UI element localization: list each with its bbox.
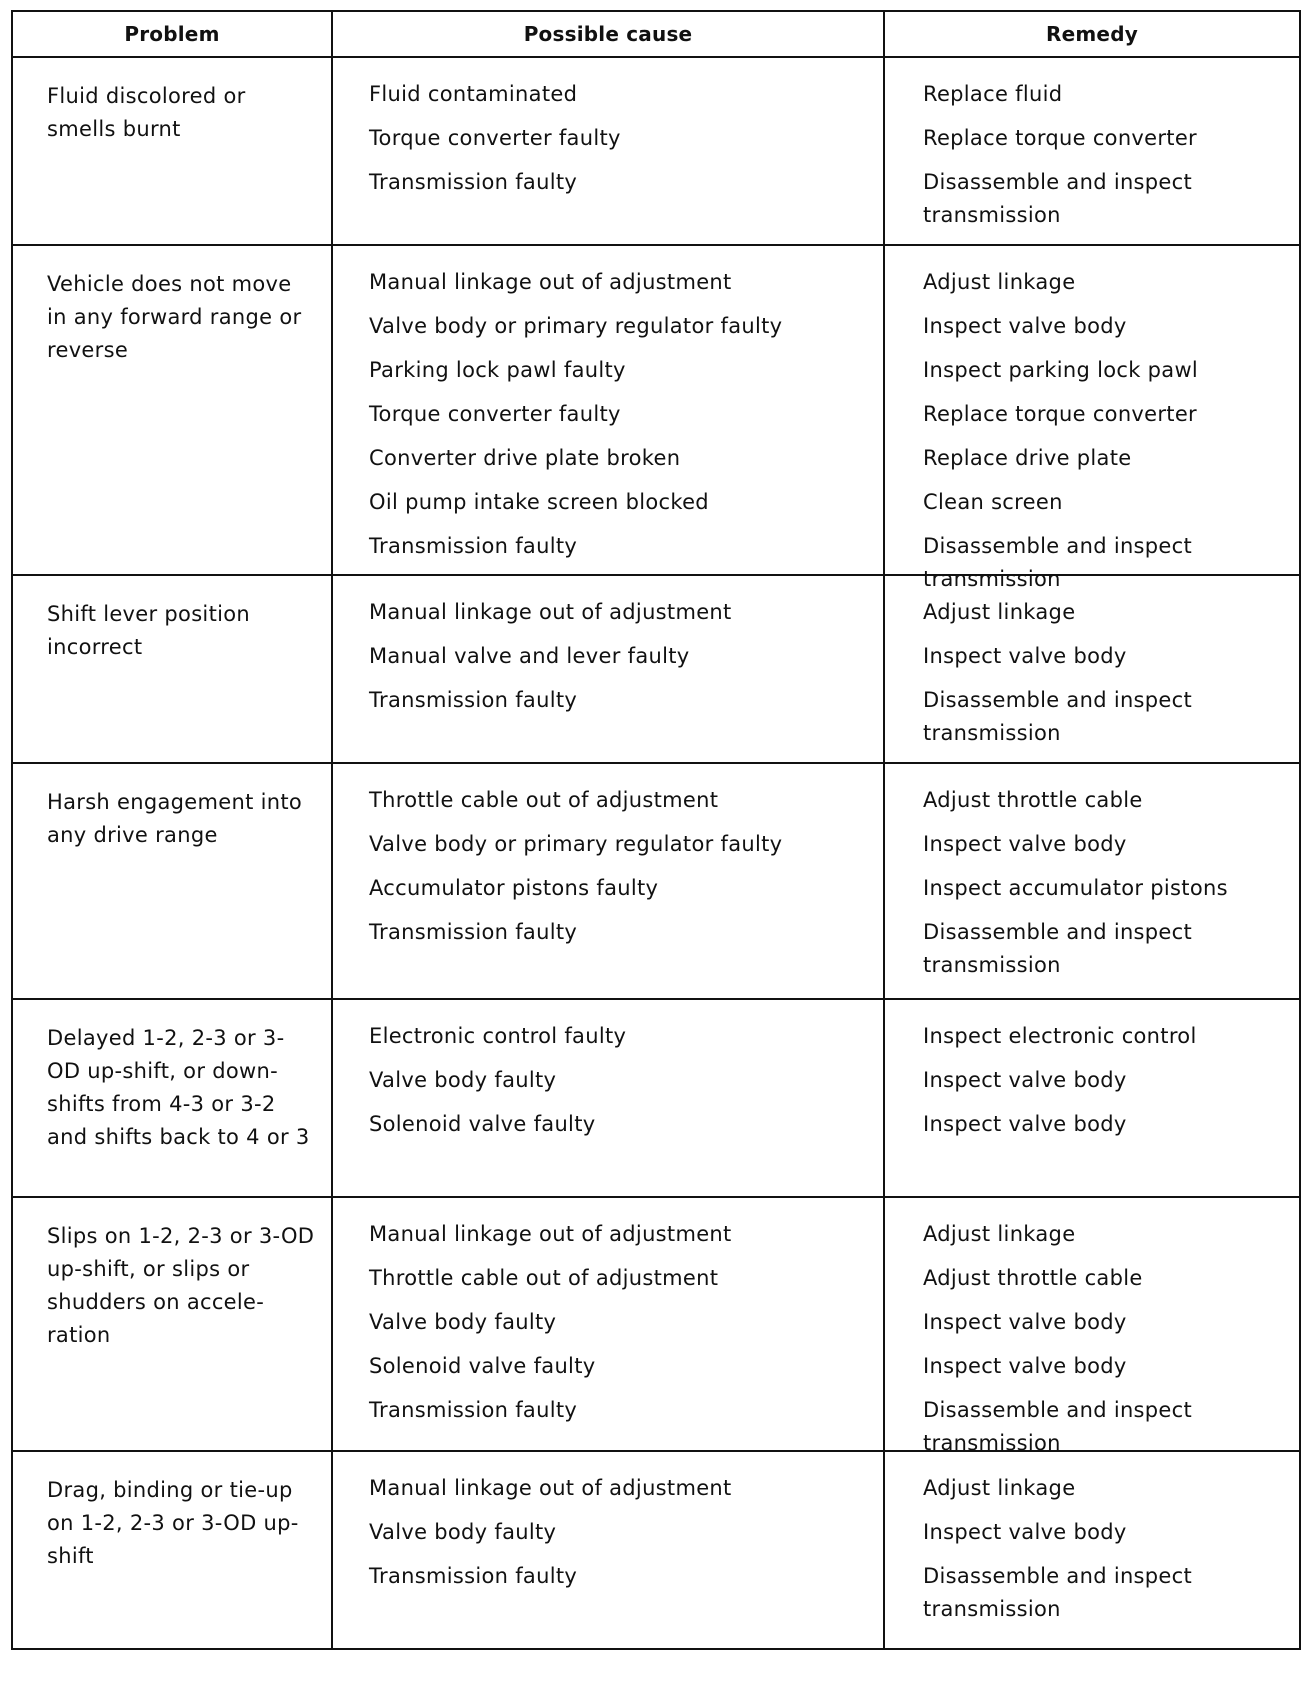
cause-item: Transmission faulty (369, 920, 578, 944)
table-header (13, 12, 1299, 58)
problem-text: Shift lever position incorrect (47, 602, 250, 659)
remedy-item: Adjust linkage (923, 1476, 1076, 1500)
cause-item: Parking lock pawl faulty (369, 358, 626, 382)
remedy-cell (883, 58, 1299, 244)
cause-item: Solenoid valve faulty (369, 1354, 596, 1378)
remedy-item: Replace torque converter (923, 126, 1197, 150)
problem-cell (13, 1452, 331, 1648)
cause-list (369, 266, 873, 574)
cause-cell (331, 576, 883, 762)
cause-item: Valve body or primary regulator faulty (369, 832, 783, 856)
cause-item: Manual linkage out of adjustment (369, 1476, 732, 1500)
table-row (13, 246, 1299, 591)
cause-item: Transmission faulty (369, 1564, 578, 1588)
cause-item: Transmission faulty (369, 688, 578, 712)
remedy-item: Disassemble and inspect transmission (923, 920, 1193, 977)
cause-item: Valve body faulty (369, 1068, 557, 1092)
cause-list (369, 1020, 873, 1152)
cause-item: Throttle cable out of adjustment (369, 788, 719, 812)
problem-cell (13, 764, 331, 998)
problem-text: Slips on 1-2, 2-3 or 3-OD up-shift, or slips or shudders on accele-ration (47, 1224, 315, 1347)
remedy-item: Replace fluid (923, 82, 1063, 106)
remedy-item: Adjust linkage (923, 270, 1076, 294)
remedy-item: Inspect valve body (923, 1310, 1127, 1334)
cause-item: Torque converter faulty (369, 126, 621, 150)
remedy-item: Inspect parking lock pawl (923, 358, 1199, 382)
remedy-list (923, 1472, 1291, 1637)
troubleshooting-table (11, 10, 1301, 1650)
cause-item: Manual linkage out of adjustment (369, 1222, 732, 1246)
header-remedy: Remedy (883, 12, 1299, 56)
cause-cell (331, 1452, 883, 1648)
problem-text: Fluid discolored or smells burnt (47, 84, 246, 141)
remedy-cell (883, 1198, 1299, 1455)
remedy-cell (883, 1000, 1299, 1196)
remedy-cell (883, 576, 1299, 762)
problem-cell (13, 576, 331, 762)
cause-item: Transmission faulty (369, 170, 578, 194)
cause-cell (331, 1000, 883, 1196)
cause-item: Manual linkage out of adjustment (369, 600, 732, 624)
remedy-item: Inspect valve body (923, 1354, 1127, 1378)
remedy-item: Adjust throttle cable (923, 788, 1143, 812)
problem-text: Vehicle does not move in any forward range or reverse (47, 272, 302, 362)
problem-cell (13, 58, 331, 244)
cause-item: Manual linkage out of adjustment (369, 270, 732, 294)
cause-item: Transmission faulty (369, 534, 578, 558)
problem-cell (13, 1000, 331, 1196)
cause-list (369, 784, 873, 960)
remedy-item: Adjust linkage (923, 1222, 1076, 1246)
cause-item: Valve body faulty (369, 1520, 557, 1544)
cause-cell (331, 58, 883, 244)
remedy-item: Replace drive plate (923, 446, 1132, 470)
remedy-item: Inspect valve body (923, 1520, 1127, 1544)
table-row (13, 1000, 1299, 1198)
remedy-cell (883, 246, 1299, 591)
remedy-item: Disassemble and inspect transmission (923, 534, 1193, 591)
remedy-item: Inspect accumulator pistons (923, 876, 1228, 900)
table-row (13, 1198, 1299, 1455)
remedy-list (923, 266, 1291, 607)
table-row (13, 764, 1299, 1000)
cause-list (369, 78, 873, 210)
cause-item: Converter drive plate broken (369, 446, 681, 470)
problem-text: Drag, binding or tie-up on 1-2, 2-3 or 3-OD up-shift (47, 1478, 299, 1568)
cause-list (369, 1218, 873, 1438)
remedy-cell (883, 1452, 1299, 1648)
remedy-item: Inspect valve body (923, 314, 1127, 338)
cause-list (369, 1472, 873, 1604)
header-possible-cause: Possible cause (331, 12, 883, 56)
remedy-list (923, 78, 1291, 243)
remedy-list (923, 1218, 1291, 1471)
cause-item: Oil pump intake screen blocked (369, 490, 709, 514)
table-row (13, 1452, 1299, 1648)
cause-cell (331, 246, 883, 574)
remedy-item: Inspect valve body (923, 1068, 1127, 1092)
header-problem: Problem (124, 22, 220, 46)
remedy-item: Disassemble and inspect transmission (923, 1398, 1193, 1455)
remedy-list (923, 596, 1291, 761)
remedy-item: Disassemble and inspect transmission (923, 688, 1193, 745)
table-row (13, 576, 1299, 764)
remedy-list (923, 1020, 1291, 1152)
cause-cell (331, 1198, 883, 1450)
remedy-item: Inspect valve body (923, 1112, 1127, 1136)
remedy-item: Inspect valve body (923, 832, 1127, 856)
remedy-cell (883, 764, 1299, 998)
problem-text: Harsh engagement into any drive range (47, 790, 303, 847)
remedy-item: Inspect valve body (923, 644, 1127, 668)
cause-item: Solenoid valve faulty (369, 1112, 596, 1136)
remedy-list (923, 784, 1291, 993)
cause-item: Manual valve and lever faulty (369, 644, 690, 668)
cause-list (369, 596, 873, 728)
remedy-item: Disassemble and inspect transmission (923, 1564, 1193, 1621)
remedy-item: Clean screen (923, 490, 1063, 514)
problem-cell (13, 1198, 331, 1450)
cause-cell (331, 764, 883, 998)
remedy-item: Replace torque converter (923, 402, 1197, 426)
cause-item: Torque converter faulty (369, 402, 621, 426)
cause-item: Fluid contaminated (369, 82, 578, 106)
cause-item: Throttle cable out of adjustment (369, 1266, 719, 1290)
cause-item: Accumulator pistons faulty (369, 876, 659, 900)
cause-item: Electronic control faulty (369, 1024, 627, 1048)
problem-cell (13, 246, 331, 574)
remedy-item: Adjust linkage (923, 600, 1076, 624)
table-row (13, 58, 1299, 246)
cause-item: Valve body or primary regulator faulty (369, 314, 783, 338)
cause-item: Transmission faulty (369, 1398, 578, 1422)
remedy-item: Disassemble and inspect transmission (923, 170, 1193, 227)
remedy-item: Inspect electronic control (923, 1024, 1197, 1048)
cause-item: Valve body faulty (369, 1310, 557, 1334)
problem-text: Delayed 1-2, 2-3 or 3-OD up-shift, or down-shifts from 4-3 or 3-2 and shifts back to 4 or 3 (47, 1026, 310, 1149)
remedy-item: Adjust throttle cable (923, 1266, 1143, 1290)
